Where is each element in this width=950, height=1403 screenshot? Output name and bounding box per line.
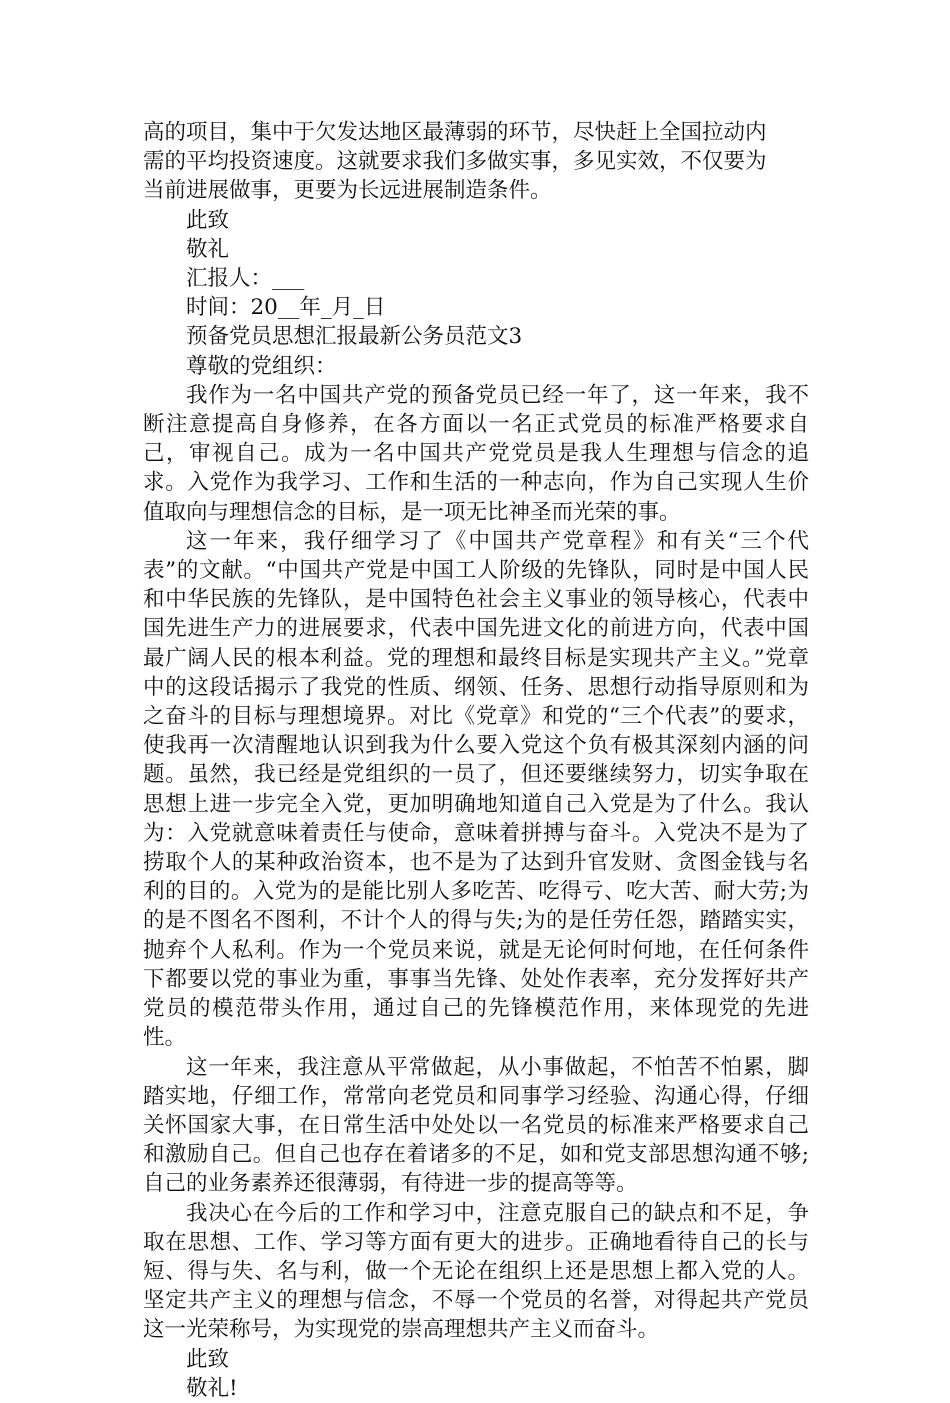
greeting: 尊敬的党组织： [186,353,337,379]
document-title: 预备党员思想汇报最新公务员范文3 [186,324,523,350]
body-paragraph-4: 我决心在今后的工作和学习中，注意克服自己的缺点和不足，争取在思想、工作、学习等方面有更大的进步。正确地看待自己的长与短、得与失、名与利，做一个无论在组织上还是思想上都入党的人。坚定共产主义的理想与信念，不辱一个党员的名誉，对得起共产党员这一光荣称号，为实现党的崇高理想共产主义而奋斗。 [143,1200,809,1343]
body-paragraph-3: 这一年来，我注意从平常做起，从小事做起，不怕苦不怕累，脚踏实地，仔细工作，常常向老党员和同事学习经验、沟通心得，仔细关怀国家大事，在日常生活中处处以一名党员的标准来严格要求自己和激励自己。但自己也存在着诸多的不足，如和党支部思想沟通不够;自己的业务素养还很薄弱，有待进一步的提高等等。 [143,1054,809,1197]
document-page [143,118,809,1403]
date-line: 时间：20__年_月_日 [186,295,386,321]
body-paragraph-1: 我作为一名中国共产党的预备党员已经一年了，这一年来，我不断注意提高自身修养，在各方面以一名正式党员的标准严格要求自己，审视自己。成为一名中国共产党党员是我人生理想与信念的追求。入党作为我学习、工作和生活的一种志向，作为自己实现人生价值取向与理想信念的目标，是一项无比神圣而光荣的事。 [143,382,809,525]
intro-line: 需的平均投资速度。这就要求我们多做实事，多见实效，不仅要为 [143,149,767,175]
intro-line: 高的项目，集中于欠发达地区最薄弱的环节，尽快赶上全国拉动内 [143,120,767,145]
salute-jing-li-1: 敬礼 [186,236,230,262]
reporter-line: 汇报人：___ [186,266,305,292]
closing-ci-zhi-1: 此致 [186,207,230,233]
body-paragraph-2: 这一年来，我仔细学习了《中国共产党章程》和有关“三个代表”的文献。“中国共产党是中国工人阶级的先锋队，同时是中国人民和中华民族的先锋队，是中国特色社会主义事业的领导核心，代表中国先进生产力的进展要求，代表中国先进文化的前进方向，代表中国最广阔人民的根本利益。党的理想和最终目标是实现共产主义。”党章中的这段话揭示了我党的性质、纲领、任务、思想行动指导原则和为之奋斗的目标与理想境界。对比《党章》和党的“三个代表”的要求，使我再一次清醒地认识到我为什么要入党这个负有极其深刻内涵的问题。虽然，我已经是党组织的一员了，但还要继续努力，切实争取在思想上进一步完全入党，更加明确地知道自己入党是为了什么。我认为：入党就意味着责任与使命，意味着拼搏与奋斗。入党决不是为了捞取个人的某种政治资本，也不是为了达到升官发财、贪图金钱与名利的目的。入党为的是能比别人多吃苦、吃得亏、吃大苦、耐大劳;为的是不图名不图利，不计个人的得与失;为的是任劳任怨，踏踏实实，抛弃个人私利。作为一个党员来说，就是无论何时何地，在任何条件下都要以党的事业为重，事事当先锋、处处作表率，充分发挥好共产党员的模范带头作用，通过自己的先锋模范作用，来体现党的先进性。 [143,528,809,1051]
intro-line: 当前进展做事，更要为长远进展制造条件。 [143,178,552,204]
salute-jing-li-2: 敬礼! [186,1375,238,1401]
closing-ci-zhi-2: 此致 [186,1346,230,1372]
intro-paragraph [143,118,809,206]
